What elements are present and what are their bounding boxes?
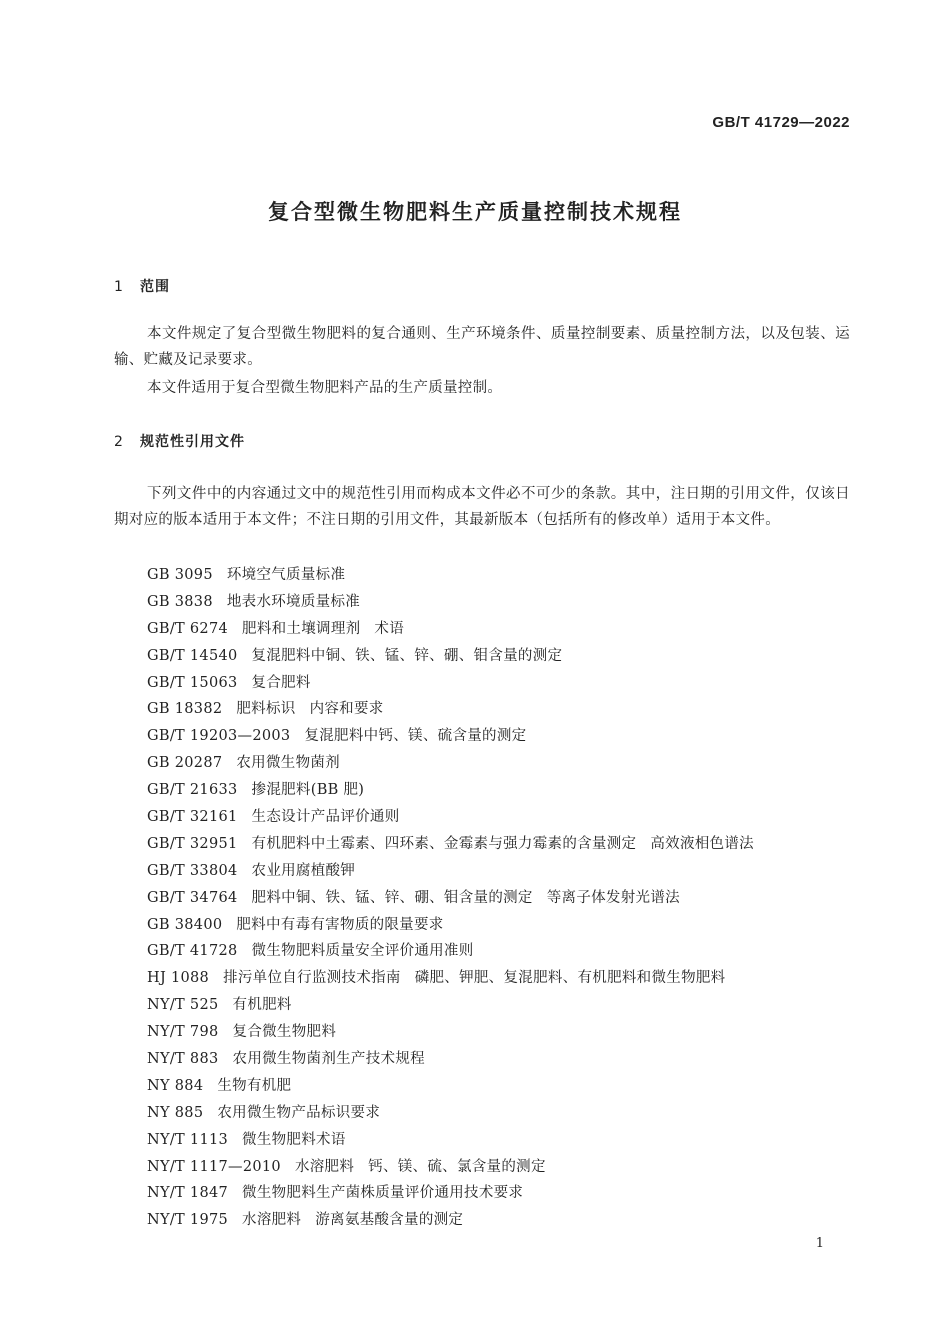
reference-title: 环境空气质量标准 [226, 567, 346, 583]
reference-title: 生态设计产品评价通则 [251, 809, 400, 826]
reference-code: NY/T 798 [147, 1024, 219, 1041]
reference-title: 农用微生物菌剂 [236, 755, 340, 772]
reference-code: GB 3095 [147, 567, 213, 583]
reference-code: GB/T 21633 [147, 782, 238, 799]
reference-code: NY/T 525 [147, 997, 219, 1014]
reference-subtitle: 游离氨基酸含量的测定 [315, 1212, 464, 1229]
reference-item [147, 1046, 847, 1073]
reference-code: GB 3838 [147, 593, 213, 610]
reference-title: 农用微生物菌剂生产技术规程 [232, 1051, 425, 1068]
reference-item [147, 696, 847, 723]
reference-title: 肥料和土壤调理剂 [242, 620, 361, 637]
reference-code: GB/T 41728 [147, 943, 238, 960]
reference-title: 农业用腐植酸钾 [251, 862, 356, 879]
reference-subtitle: 高效液相色谱法 [650, 835, 754, 852]
reference-item [147, 938, 847, 965]
reference-subtitle: 内容和要求 [309, 701, 384, 718]
reference-code: GB/T 32951 [147, 835, 238, 852]
reference-item [147, 1180, 847, 1207]
reference-title: 微生物肥料质量安全评价通用准则 [251, 943, 474, 960]
reference-subtitle: 钙、镁、硫、氯含量的测定 [368, 1158, 546, 1175]
reference-item [147, 723, 847, 750]
reference-item [147, 1154, 847, 1181]
reference-title: 微生物肥料术语 [242, 1131, 346, 1148]
reference-title: 水溶肥料 [242, 1212, 302, 1229]
reference-code: NY/T 883 [147, 1051, 219, 1068]
page-number: 1 [815, 1236, 824, 1251]
reference-title: 微生物肥料生产菌株质量评价通用技术要求 [242, 1185, 524, 1202]
reference-item [147, 777, 847, 804]
reference-code: NY/T 1975 [147, 1212, 229, 1229]
section-heading-scope [114, 276, 170, 296]
reference-title: 复合微生物肥料 [232, 1024, 337, 1041]
reference-title: 地表水环境质量标准 [226, 593, 361, 610]
reference-code: GB/T 19203—2003 [147, 728, 291, 745]
reference-item [147, 831, 847, 858]
reference-item [147, 750, 847, 777]
reference-code: GB/T 14540 [147, 647, 238, 664]
reference-subtitle: 术语 [374, 620, 405, 637]
section-title: 规范性引用文件 [140, 434, 245, 450]
reference-title: 有机肥料中土霉素、四环素、金霉素与强力霉素的含量测定 [251, 835, 637, 852]
reference-title: 水溶肥料 [294, 1158, 355, 1175]
reference-item [147, 1127, 847, 1154]
section-heading-normative-references [114, 431, 245, 451]
reference-title: 复混肥料中铜、铁、锰、锌、硼、钼含量的测定 [251, 647, 563, 664]
reference-code: NY 884 [147, 1077, 204, 1094]
reference-item [147, 992, 847, 1019]
reference-subtitle: 磷肥、钾肥、复混肥料、有机肥料和微生物肥料 [414, 970, 726, 987]
reference-code: GB/T 15063 [147, 674, 238, 691]
document-title: 复合型微生物肥料生产质量控制技术规程 [268, 200, 682, 224]
section-number: 1 [114, 279, 124, 295]
reference-title: 复合肥料 [251, 674, 311, 691]
reference-list [147, 562, 847, 1234]
reference-item [147, 858, 847, 885]
reference-code: NY/T 1117—2010 [147, 1158, 281, 1175]
reference-item [147, 1073, 847, 1100]
reference-code: NY/T 1847 [147, 1185, 229, 1202]
reference-code: NY/T 1113 [147, 1131, 229, 1148]
reference-code: GB/T 32161 [147, 809, 238, 826]
reference-item [147, 912, 847, 939]
reference-item [147, 1100, 847, 1127]
reference-item [147, 1019, 847, 1046]
reference-title: 复混肥料中钙、镁、硫含量的测定 [304, 728, 527, 745]
section-title: 范围 [140, 279, 170, 295]
reference-title: 肥料中铜、铁、锰、锌、硼、钼含量的测定 [251, 889, 533, 906]
reference-item [147, 885, 847, 912]
reference-item [147, 643, 847, 670]
reference-item [147, 589, 847, 616]
reference-code: HJ 1088 [147, 970, 210, 987]
reference-code: GB 38400 [147, 916, 223, 933]
reference-title: 排污单位自行监测技术指南 [223, 970, 401, 987]
reference-code: GB/T 6274 [147, 620, 229, 637]
reference-code: NY 885 [147, 1104, 204, 1121]
standard-number: GB/T 41729—2022 [712, 114, 850, 131]
scope-paragraph-1: 本文件规定了复合型微生物肥料的复合通则、生产环境条件、质量控制要素、质量控制方法，以及包装、运输、贮藏及记录要求。 [114, 326, 850, 368]
reference-item [147, 562, 847, 589]
section-number: 2 [114, 434, 124, 450]
reference-code: GB/T 33804 [147, 862, 238, 879]
scope-paragraph-2: 本文件适用于复合型微生物肥料产品的生产质量控制。 [147, 380, 503, 396]
reference-item [147, 1207, 847, 1234]
reference-title: 农用微生物产品标识要求 [217, 1104, 381, 1121]
reference-title: 有机肥料 [232, 997, 292, 1014]
reference-item [147, 616, 847, 643]
reference-title: 肥料中有毒有害物质的限量要求 [236, 916, 444, 933]
reference-code: GB/T 34764 [147, 889, 238, 906]
reference-title: 肥料标识 [236, 701, 296, 718]
reference-item [147, 670, 847, 697]
references-intro-paragraph: 下列文件中的内容通过文中的规范性引用而构成本文件必不可少的条款。其中，注日期的引用文件，仅该日期对应的版本适用于本文件；不注日期的引用文件，其最新版本（包括所有的修改单）适用于本文件。 [114, 486, 850, 528]
reference-title: 生物有机肥 [217, 1077, 292, 1094]
reference-code: GB 18382 [147, 701, 223, 718]
reference-subtitle: 等离子体发射光谱法 [546, 889, 680, 906]
reference-item [147, 965, 847, 992]
reference-item [147, 804, 847, 831]
reference-code: GB 20287 [147, 755, 223, 772]
reference-title: 掺混肥料(BB 肥) [251, 782, 365, 799]
